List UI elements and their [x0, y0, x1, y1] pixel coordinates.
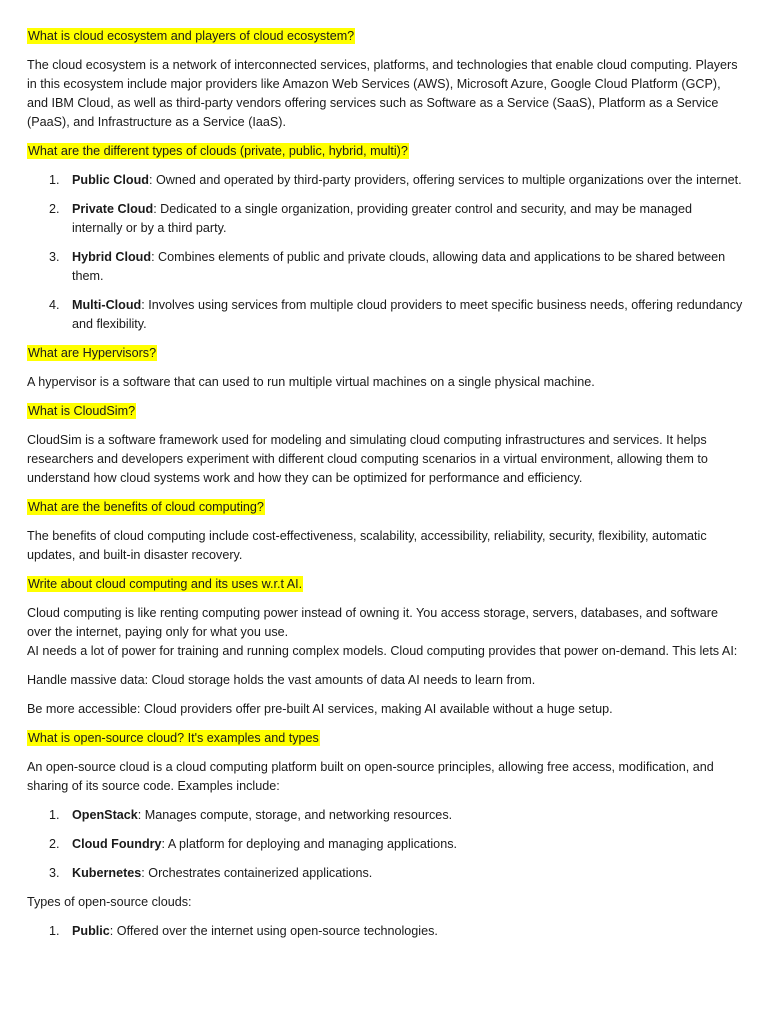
list-desc: : Dedicated to a single organization, providing greater control and security, and may be managed internally or by a third party.: [72, 202, 693, 235]
list-desc: : Manages compute, storage, and networking resources.: [137, 808, 453, 822]
list-term: OpenStack: [72, 808, 138, 822]
list-item: [27, 296, 744, 334]
answer-paragraph: A hypervisor is a software that can used to run multiple virtual machines on a single physical machine.: [27, 375, 595, 389]
list-term: Cloud Foundry: [72, 837, 162, 851]
list-number: 1.: [49, 173, 60, 187]
list-item: [27, 835, 744, 854]
question-text: Write about cloud computing and its uses w.r.t AI.: [28, 577, 303, 591]
list-item: [27, 248, 744, 286]
question-heading: [27, 402, 744, 421]
list-number: 2.: [49, 837, 60, 851]
question-text: What are the benefits of cloud computing?: [28, 500, 264, 514]
question-text: What are the different types of clouds (private, public, hybrid, multi)?: [28, 144, 408, 158]
question-text: What are Hypervisors?: [28, 346, 157, 360]
list-number: 4.: [49, 298, 60, 312]
list-item: [27, 922, 744, 941]
list-term: Public Cloud: [72, 173, 149, 187]
answer-line: AI needs a lot of power for training and running complex models. Cloud computing provides that power on-demand. This lets AI:: [27, 644, 738, 658]
numbered-list: [27, 806, 744, 883]
list-desc: : Combines elements of public and private clouds, allowing data and applications to be shared between them.: [72, 250, 726, 283]
list-number: 3.: [49, 250, 60, 264]
answer-line: Cloud computing is like renting computing power instead of owning it. You access storage, servers, databases, and software over the internet, paying only for what you use.: [27, 606, 718, 639]
question-heading: [27, 27, 744, 46]
list-term: Multi-Cloud: [72, 298, 142, 312]
answer-paragraph: The cloud ecosystem is a network of interconnected services, platforms, and technologies that enable cloud computing. Players in this ecosystem include major providers like Amazon Web Services (AWS), Microsoft Azure, Google Cloud Platform (GCP), and IBM Cloud, as well as third-party vendors offering services such as Software as a Service (SaaS), Platform as a Service (PaaS), and Infrastructure as a Service (IaaS).: [27, 58, 738, 129]
question-text: What is open-source cloud? It's examples and types: [28, 731, 319, 745]
answer-paragraph: The benefits of cloud computing include cost-effectiveness, scalability, accessibility, reliability, security, flexibility, automatic updates, and built-in disaster recovery.: [27, 529, 707, 562]
question-heading: [27, 498, 744, 517]
list-term: Public: [72, 924, 110, 938]
answer-paragraph: CloudSim is a software framework used for modeling and simulating cloud computing infrastructures and services. It helps researchers and developers experiment with different cloud computing scenarios in a virtual environment, allowing them to understand how cloud systems work and how they can be optimized for performance and efficiency.: [27, 433, 708, 485]
question-text: What is cloud ecosystem and players of cloud ecosystem?: [28, 29, 355, 43]
answer-paragraph: An open-source cloud is a cloud computing platform built on open-source principles, allowing free access, modification, and sharing of its source code. Examples include:: [27, 760, 714, 793]
answer-paragraph: [27, 604, 744, 661]
list-item: [27, 200, 744, 238]
answer-paragraph: Handle massive data: Cloud storage holds the vast amounts of data AI needs to learn from.: [27, 673, 536, 687]
list-term: Hybrid Cloud: [72, 250, 152, 264]
list-desc: : Offered over the internet using open-source technologies.: [109, 924, 438, 938]
question-heading: [27, 344, 744, 363]
question-text: What is CloudSim?: [28, 404, 136, 418]
list-desc: : Owned and operated by third-party providers, offering services to multiple organizations over the internet.: [148, 173, 742, 187]
list-desc: : A platform for deploying and managing applications.: [161, 837, 457, 851]
numbered-list: [27, 171, 744, 334]
list-desc: : Orchestrates containerized applications.: [141, 866, 373, 880]
numbered-list: [27, 922, 744, 941]
question-heading: [27, 142, 744, 161]
list-number: 3.: [49, 866, 60, 880]
list-term: Kubernetes: [72, 866, 142, 880]
question-heading: [27, 729, 744, 748]
list-desc: : Involves using services from multiple cloud providers to meet specific business needs, offering redundancy and flexibility.: [72, 298, 743, 331]
answer-paragraph: Be more accessible: Cloud providers offer pre-built AI services, making AI available without a huge setup.: [27, 702, 613, 716]
question-heading: [27, 575, 744, 594]
list-term: Private Cloud: [72, 202, 154, 216]
list-number: 1.: [49, 924, 60, 938]
list-item: [27, 806, 744, 825]
answer-paragraph: Types of open-source clouds:: [27, 895, 192, 909]
list-item: [27, 171, 744, 190]
list-number: 2.: [49, 202, 60, 216]
list-item: [27, 864, 744, 883]
list-number: 1.: [49, 808, 60, 822]
